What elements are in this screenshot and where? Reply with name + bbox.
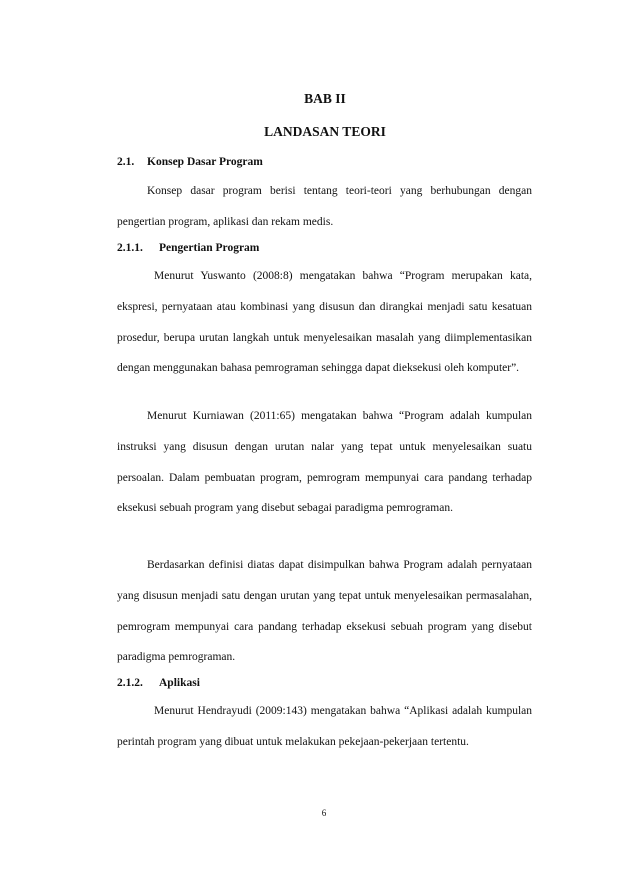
section-heading-2-1-2	[117, 677, 200, 689]
section-title: Aplikasi	[159, 677, 200, 689]
section-title: Konsep Dasar Program	[147, 156, 263, 168]
section-number: 2.1.	[117, 156, 135, 168]
paragraph-hendrayudi: Menurut Hendrayudi (2009:143) mengatakan bahwa “Aplikasi adalah kumpulan perintah program yang dibuat untuk melakukan pekejaan-pekerjaan tertentu.	[117, 705, 532, 748]
chapter-title: LANDASAN TEORI	[264, 124, 386, 139]
section-heading-2-1	[117, 156, 263, 168]
section-heading-2-1-1	[117, 242, 259, 254]
paragraph-kurniawan: Menurut Kurniawan (2011:65) mengatakan bahwa “Program adalah kumpulan instruksi yang disusun dengan urutan nalar yang tepat untuk menyelesaikan suatu persoalan. Dalam pembuatan program, pemrogram mempunyai cara pandang terhadap eksekusi sebuah program yang disebut sebagai paradigma pemrograman.	[117, 410, 532, 515]
page-number: 6	[321, 808, 327, 818]
paragraph-yuswanto: Menurut Yuswanto (2008:8) mengatakan bahwa “Program merupakan kata, ekspresi, pernyataan atau kombinasi yang disusun dan dirangkai menjadi satu kesatuan prosedur, berupa urutan langkah untuk menyelesaikan masalah yang diimplementasikan dengan menggunakan bahasa pemrograman sehingga dapat dieksekusi oleh komputer”.	[117, 270, 532, 375]
section-title: Pengertian Program	[159, 242, 260, 254]
section-number: 2.1.1.	[117, 242, 143, 254]
paragraph-kesimpulan: Berdasarkan definisi diatas dapat disimpulkan bahwa Program adalah pernyataan yang disusun menjadi satu dengan urutan yang tepat untuk menyelesaikan permasalahan, pemrogram mempunyai cara pandang terhadap eksekusi sebuah program yang disebut paradigma pemrograman.	[117, 559, 532, 664]
section-number: 2.1.2.	[117, 677, 143, 689]
chapter-label: BAB II	[304, 91, 346, 106]
paragraph-konsep-dasar: Konsep dasar program berisi tentang teori-teori yang berhubungan dengan pengertian program, aplikasi dan rekam medis.	[117, 185, 532, 228]
